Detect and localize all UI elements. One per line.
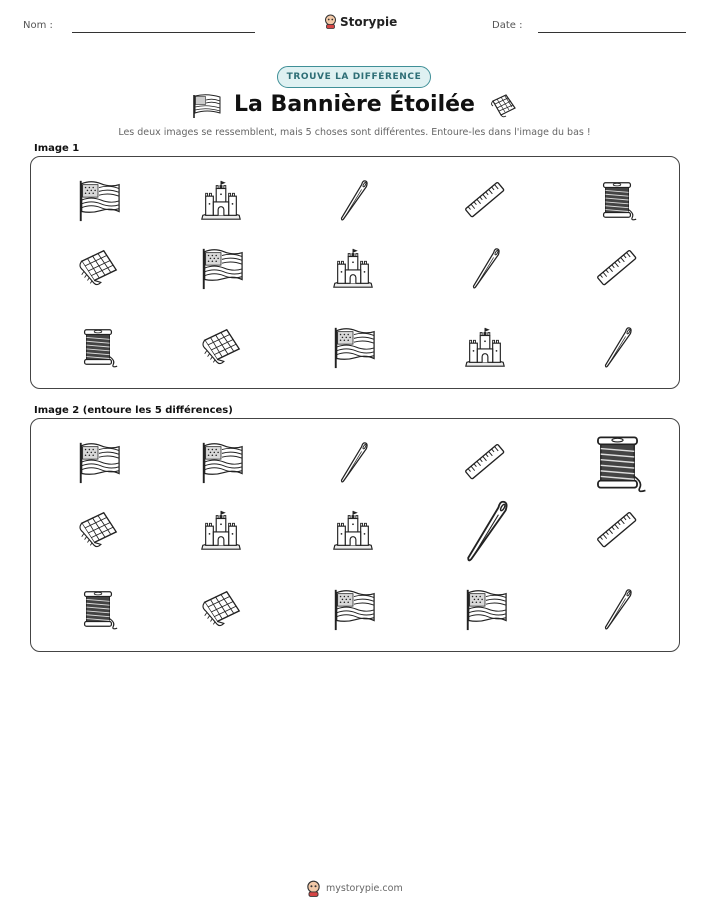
- date-line[interactable]: [538, 32, 686, 33]
- needle-icon: [594, 586, 640, 632]
- image2-cell-r2c3[interactable]: [330, 507, 376, 553]
- ruler-icon: [594, 245, 640, 291]
- image1-cell-r2c4: [462, 245, 508, 291]
- name-label: Nom :: [23, 20, 53, 31]
- image1-cell-r2c1: [75, 245, 121, 291]
- footer: [306, 880, 403, 897]
- image1-cell-r1c5: [594, 177, 640, 223]
- image1-cell-r1c2: [198, 177, 244, 223]
- sandcastle-icon: [198, 507, 244, 553]
- image2-cell-r1c3[interactable]: [330, 439, 376, 485]
- image2-cell-r1c2[interactable]: [198, 439, 244, 485]
- image2-cell-r2c1[interactable]: [75, 507, 121, 553]
- needle-icon: [330, 177, 376, 223]
- quilt-icon: [198, 586, 244, 632]
- image2-cell-r2c5[interactable]: [594, 507, 640, 553]
- image2-cell-r1c4[interactable]: [462, 439, 508, 485]
- image1-cell-r3c3: [330, 324, 376, 370]
- image2-cell-r1c5[interactable]: [584, 429, 651, 496]
- flag-icon: [198, 439, 244, 485]
- footer-url: mystorypie.com: [326, 883, 403, 894]
- quilt-icon: [75, 245, 121, 291]
- activity-badge: TROUVE LA DIFFÉRENCE: [277, 66, 431, 88]
- brand-logo: [324, 14, 397, 29]
- image1-cell-r2c2: [198, 245, 244, 291]
- spool-icon: [584, 429, 651, 496]
- quilt-icon: [75, 507, 121, 553]
- needle-icon: [594, 324, 640, 370]
- image1-cell-r1c4: [462, 177, 508, 223]
- image1-cell-r3c2: [198, 324, 244, 370]
- flag-icon: [75, 439, 121, 485]
- quilt-icon: [198, 324, 244, 370]
- needle-icon: [462, 245, 508, 291]
- sandcastle-icon: [462, 324, 508, 370]
- date-label: Date :: [492, 20, 523, 31]
- flag-icon: [330, 586, 376, 632]
- brand-name: Storypie: [340, 14, 398, 29]
- flag-icon: [330, 324, 376, 370]
- image1-cell-r3c5: [594, 324, 640, 370]
- flag-icon: [75, 177, 121, 223]
- image1-label: Image 1: [34, 143, 80, 154]
- image1-cell-r3c1: [75, 324, 121, 370]
- flag-icon: [462, 586, 508, 632]
- image2-cell-r3c5[interactable]: [594, 586, 640, 632]
- ruler-icon: [594, 507, 640, 553]
- image2-label: Image 2 (entoure les 5 différences): [34, 405, 233, 416]
- flag-icon: [198, 245, 244, 291]
- spool-icon: [75, 586, 121, 632]
- image2-cell-r2c4[interactable]: [451, 496, 520, 565]
- image2-cell-r3c3[interactable]: [330, 586, 376, 632]
- page-title: La Bannière Étoilée: [234, 92, 475, 117]
- image2-cell-r3c4[interactable]: [462, 586, 508, 632]
- needle-icon: [330, 439, 376, 485]
- sandcastle-icon: [330, 245, 376, 291]
- image1-cell-r1c1: [75, 177, 121, 223]
- image1-cell-r2c5: [594, 245, 640, 291]
- ruler-icon: [462, 439, 508, 485]
- image1-cell-r2c3: [330, 245, 376, 291]
- sandcastle-icon: [330, 507, 376, 553]
- needle-icon: [451, 496, 520, 565]
- quilt-icon: [488, 93, 518, 119]
- image2-cell-r3c1[interactable]: [75, 586, 121, 632]
- image2-cell-r1c1[interactable]: [75, 439, 121, 485]
- image1-cell-r1c3: [330, 177, 376, 223]
- spool-icon: [75, 324, 121, 370]
- ruler-icon: [462, 177, 508, 223]
- name-line[interactable]: [72, 32, 255, 33]
- image2-cell-r3c2[interactable]: [198, 586, 244, 632]
- storypie-mascot-icon: [324, 14, 337, 29]
- spool-icon: [594, 177, 640, 223]
- image2-cell-r2c2[interactable]: [198, 507, 244, 553]
- instructions: Les deux images se ressemblent, mais 5 choses sont différentes. Entoure-les dans l'image du bas !: [118, 127, 591, 138]
- sandcastle-icon: [198, 177, 244, 223]
- image1-cell-r3c4: [462, 324, 508, 370]
- storypie-mascot-icon: [306, 880, 321, 897]
